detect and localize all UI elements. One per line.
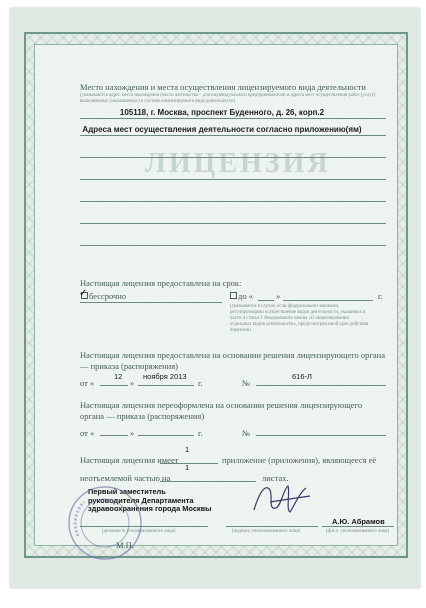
until-year-suffix: г. [378, 291, 383, 301]
appendix-text-after: приложение (приложения), являющееся её [222, 455, 377, 465]
signature-note: (подпись уполномоченного лица) [232, 529, 301, 534]
basis-month-year: ноября 2013 [143, 372, 187, 381]
reissue-from-prefix: от « [80, 428, 95, 438]
stamp-place: М.П. [116, 540, 134, 550]
address-underline [80, 118, 386, 119]
reissue-month-line [138, 435, 194, 436]
blank-line [80, 223, 386, 224]
basis-close-quote: » [130, 378, 135, 388]
until-label: до « [238, 291, 253, 301]
unlimited-underline [80, 302, 222, 303]
addresses-note: Адреса мест осуществления деятельности согласно приложению(ям) [82, 125, 362, 134]
location-note: (указываются адрес места нахождения (место жительства – для индивидуального предпринимателя) и адреса мест осуществления работ (услуг), выполняемых (оказываемых) в составе лицензируемого вида деятельности) [80, 93, 377, 104]
sheets-word: листах. [262, 473, 289, 483]
reissue-day-line [100, 435, 128, 436]
official-seal [64, 484, 146, 562]
position-note: (должность уполномоченного лица) [102, 529, 176, 534]
official-title: Первый заместитель руководителя Департамента здравоохранения города Москвы [88, 487, 212, 513]
term-note: (указывается в случае, если федеральными законами, регулирующими осуществление видов деятельности, указанных в части 4 статьи 1 Федерального закона «О лицензировании отдельных видов деятельности», предусмотрен иной срок действия лицензии) [230, 304, 369, 333]
sheet-count-line [160, 481, 256, 482]
addresses-underline [80, 135, 386, 136]
until-month-line [283, 300, 373, 301]
location-heading: Место нахождения и места осуществления лицензируемого вида деятельности [80, 82, 366, 92]
name-note: (ф.и.о. уполномоченного лица) [326, 529, 390, 534]
signer-name: А.Ю. Абрамов [332, 517, 385, 526]
blank-line [80, 157, 386, 158]
until-close-quote: » [276, 291, 281, 301]
watermark-pattern: ЛИЦЕНЗИЯ [145, 148, 331, 179]
blank-line [80, 245, 386, 246]
signature-line [226, 526, 318, 527]
sheet-count: 1 [185, 463, 190, 472]
name-line [322, 526, 394, 527]
basis-heading: Настоящая лицензия предоставлена на основании решения лицензирующего органа — приказа (распоряжения) [80, 350, 385, 371]
unlimited-label: бессрочно [89, 291, 127, 301]
blank-line [80, 179, 386, 180]
basis-year-suffix: г. [198, 378, 203, 388]
basis-number: 616-Л [292, 372, 312, 381]
until-checkbox[interactable] [230, 292, 237, 299]
license-page [10, 8, 420, 588]
basis-month-line [138, 385, 194, 386]
blank-line [80, 201, 386, 202]
handwritten-signature [248, 480, 314, 520]
until-day-line [258, 300, 274, 301]
basis-number-line [256, 385, 386, 386]
reissue-number-label: № [242, 428, 251, 438]
term-heading: Настоящая лицензия предоставлена на срок: [80, 278, 242, 288]
reissue-year-suffix: г. [198, 428, 203, 438]
appendix-count: 1 [185, 445, 190, 454]
basis-from-prefix: от « [80, 378, 95, 388]
basis-day: 12 [114, 372, 123, 381]
basis-day-line [100, 385, 128, 386]
appendix-text-before: Настоящая лицензия имеет [80, 455, 179, 465]
appendix-text-line2: неотъемлемой частью на [80, 473, 171, 483]
reissue-number-line [256, 435, 386, 436]
basis-number-label: № [242, 378, 251, 388]
reissue-close-quote: » [130, 428, 135, 438]
check-mark-icon: ✓ [79, 288, 88, 299]
address-text: 105118, г. Москва, проспект Буденного, д. 26, корп.2 [119, 108, 325, 117]
reissue-heading: Настоящая лицензия переоформлена на основании решения лицензирующего органа — приказа (распоряжения) [80, 400, 363, 421]
